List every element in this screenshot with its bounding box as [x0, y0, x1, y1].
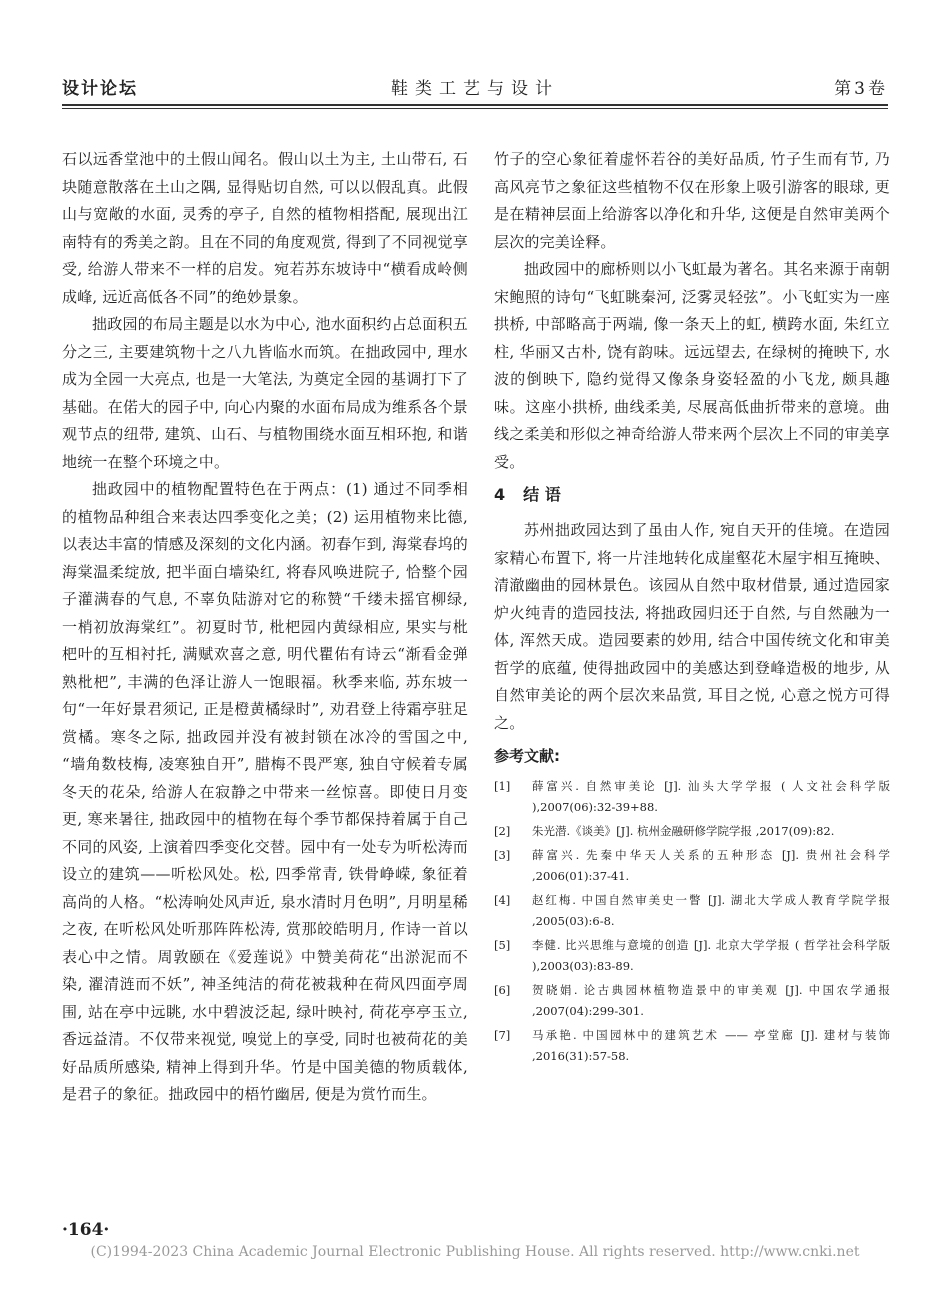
reference-number: [7]	[494, 1028, 511, 1042]
reference-number: [4]	[494, 893, 511, 907]
reference-text: 薛富兴. 自然审美论 [J]. 汕头大学学报 ( 人文社会科学版 ),2007(06):32-39+88.	[532, 779, 890, 814]
right-column	[494, 146, 890, 1070]
reference-item	[494, 776, 890, 818]
reference-item	[494, 821, 890, 842]
references-heading: 参考文献:	[494, 747, 560, 765]
running-header	[62, 74, 888, 102]
section-number: 4	[494, 485, 506, 504]
copyright-notice: (C)1994-2023 China Academic Journal Electronic Publishing House. All rights reserved. http://www.cnki.net	[90, 1244, 860, 1260]
reference-text: 薛富兴. 先秦中华天人关系的五种形态 [J]. 贵州社会科学 ,2006(01):37-41.	[532, 848, 890, 883]
page-number: ·164·	[62, 1220, 110, 1240]
reference-text: 贺晓娟. 论古典园林植物造景中的审美观 [J]. 中国农学通报 ,2007(04):299-301.	[532, 983, 890, 1018]
header-volume: 第3卷	[834, 79, 888, 99]
reference-text: 朱光潜.《谈美》[J]. 杭州金融研修学院学报 ,2017(09):82.	[532, 824, 835, 838]
reference-text: 李健. 比兴思维与意境的创造 [J]. 北京大学学报 ( 哲学社会科学版 ),2003(03):83-89.	[532, 938, 890, 973]
reference-item	[494, 845, 890, 887]
conclusion-paragraph: 苏州拙政园达到了虽由人作, 宛自天开的佳境。在造园家精心布置下, 将一片洼地转化成崖壑花木屋宇相互掩映、清澈幽曲的园林景色。该园从自然中取材借景, 通过造园家炉火纯青的造园技法, 将拙政园归还于自然, 与自然融为一体, 浑然天成。造园要素的妙用, 结合中国传统文化和审美哲学的底蕴, 使得拙政园中的美感达到登峰造极的地步, 从自然审美论的两个层次来品赏, 耳目之悦, 心意之悦方可得之。	[494, 521, 890, 732]
body-paragraph: 石以远香堂池中的土假山闻名。假山以土为主, 土山带石, 石块随意散落在土山之隅, 显得贴切自然, 可以以假乱真。此假山与宽敞的水面, 灵秀的亭子, 自然的植物相搭配, 展现出江南特有的秀美之韵。且在不同的角度观赏, 得到了不同视觉享受, 给游人带来不一样的启发。宛若苏东坡诗中“横看成岭侧成峰, 远近高低各不同”的绝妙景象。	[62, 150, 468, 306]
reference-item	[494, 1025, 890, 1067]
reference-text: 马承艳. 中国园林中的建筑艺术 —— 亭堂廊 [J]. 建材与装饰 ,2016(31):57-58.	[532, 1028, 890, 1063]
section-heading	[494, 482, 890, 505]
reference-number: [1]	[494, 779, 511, 793]
reference-number: [6]	[494, 983, 511, 997]
section-title: 结 语	[523, 485, 561, 504]
reference-list	[494, 776, 890, 1067]
body-paragraph: 拙政园的布局主题是以水为中心, 池水面积约占总面积五分之三, 主要建筑物十之八九皆临水而筑。在拙政园中, 理水成为全园一大亮点, 也是一大笔法, 为奠定全园的基调打下了基础。在偌大的园子中, 向心内聚的水面布局成为维系各个景观节点的纽带, 建筑、山石、与植物围绕水面互相环抱, 和谐地统一在整个环境之中。	[62, 315, 468, 471]
header-section-name: 设计论坛	[62, 79, 138, 99]
reference-item	[494, 890, 890, 932]
reference-number: [5]	[494, 938, 511, 952]
reference-item	[494, 935, 890, 977]
header-journal-title: 鞋类工艺与设计	[391, 79, 559, 99]
header-rule-thin	[62, 108, 888, 109]
left-column	[62, 146, 468, 1109]
body-paragraph: 拙政园中的廊桥则以小飞虹最为著名。其名来源于南朝宋鲍照的诗句“飞虹眺秦河, 泛雾灵轻弦”。小飞虹实为一座拱桥, 中部略高于两端, 像一条天上的虹, 横跨水面, 朱红立柱, 华丽又古朴, 饶有韵味。远远望去, 在绿树的掩映下, 水波的倒映下, 隐约觉得又像条身姿轻盈的小飞龙, 颇具趣味。这座小拱桥, 曲线柔美, 尽展高低曲折带来的意境。曲线之柔美和形似之神奇给游人带来两个层次上不同的审美享受。	[494, 260, 890, 471]
header-rule-thick	[62, 104, 888, 106]
body-paragraph: 竹子的空心象征着虚怀若谷的美好品质, 竹子生而有节, 乃高风亮节之象征这些植物不仅在形象上吸引游客的眼球, 更是在精神层面上给游客以净化和升华, 这便是自然审美两个层次的完美诠释。	[494, 150, 890, 251]
reference-number: [3]	[494, 848, 511, 862]
reference-item	[494, 980, 890, 1022]
reference-number: [2]	[494, 824, 511, 838]
body-paragraph: 拙政园中的植物配置特色在于两点：(1) 通过不同季相的植物品种组合来表达四季变化之美；(2) 运用植物来比德, 以表达丰富的情感及深刻的文化内涵。初春乍到, 海棠春坞的海棠温柔绽放, 把半面白墙染红, 将春风唤进院子, 恰整个园子灌满春的气息, 不辜负陆游对它的称赞“千缕未摇官柳绿, 一梢初放海棠红”。初夏时节, 枇杷园内黄绿相应, 果实与枇杷叶的互相衬托, 满赋欢喜之意, 明代瞿佑有诗云“渐看金弹熟枇杷”, 丰满的色泽让游人一饱眼福。秋季来临, 苏东坡一句“一年好景君须记, 正是橙黄橘绿时”, 劝君登上待霜亭驻足赏橘。寒冬之际, 拙政园并没有被封锁在冰冷的雪国之中, “墙角数枝梅, 凌寒独自开”, 腊梅不畏严寒, 独自守候着专属冬天的花朵, 给游人在寂静之中带来一丝惊喜。即使日月变更, 寒来暑往, 拙政园中的植物在每个季节都保持着属于自己不同的风姿, 上演着四季变化交替。园中有一处专为听松涛而设立的建筑——听松风处。松, 四季常青, 铁骨峥嵘, 象征着高尚的人格。“松涛响处风声近, 泉水清时月色明”, 月明星稀之夜, 在听松风处听那阵阵松涛, 赏那皎皓明月, 作诗一首以表心中之情。周敦颐在《爱莲说》中赞美荷花“出淤泥而不染, 濯清涟而不妖”, 神圣纯洁的荷花被栽种在荷风四面亭周围, 站在亭中远眺, 水中碧波泛起, 绿叶映衬, 荷花亭亭玉立, 香远益清。不仅带来视觉, 嗅觉上的享受, 同时也被荷花的美好品质所感染, 精神上得到升华。竹是中国美德的物质载体, 是君子的象征。拙政园中的梧竹幽居, 便是为赏竹而生。	[62, 480, 468, 1103]
reference-text: 赵红梅. 中国自然审美史一瞥 [J]. 湖北大学成人教育学院学报 ,2005(03):6-8.	[532, 893, 890, 928]
